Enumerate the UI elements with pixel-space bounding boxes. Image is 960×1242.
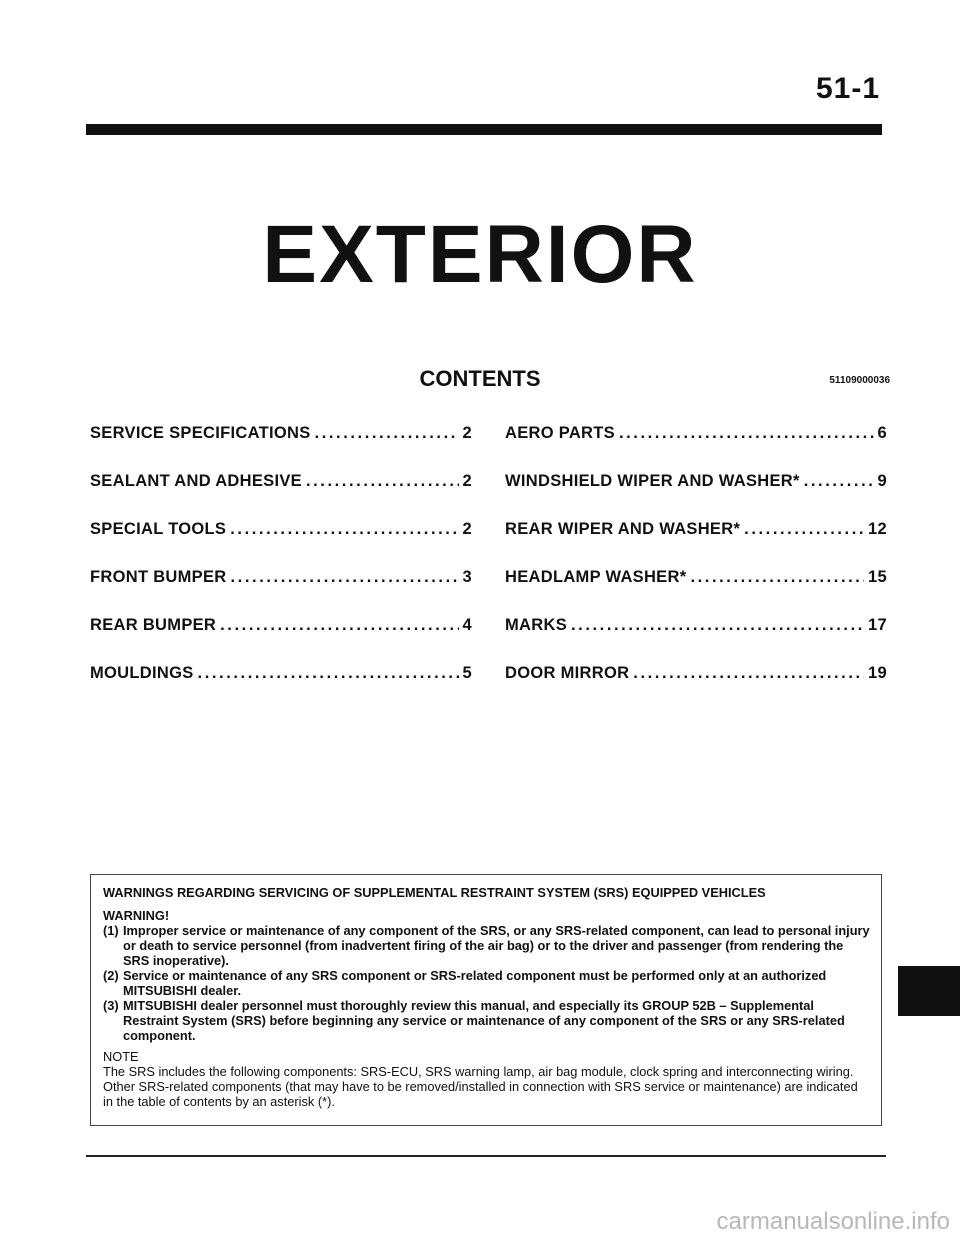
document-code: 51109000036	[829, 375, 890, 386]
warning-item-number: (2)	[103, 968, 119, 983]
warning-item-text: MITSUBISHI dealer personnel must thoroughly review this manual, and especially its GROUP 52B – Supplemental Restraint System (SRS) before beginning any service or maintenance of any component of the SRS or any SRS-related component.	[123, 998, 845, 1043]
note-text: The SRS includes the following components: SRS-ECU, SRS warning lamp, air bag module, clock spring and interconnecting wiring. Other SRS-related components (that may have to be removed/installed in connection with SRS service or maintenance) are indicated in the table of contents by an asterisk (*).	[103, 1064, 858, 1109]
toc-entry-page: 2	[462, 424, 472, 442]
toc-entry-name: SPECIAL TOOLS	[90, 520, 227, 538]
page-title: EXTERIOR	[262, 209, 698, 300]
toc-entry-name: MOULDINGS	[90, 664, 194, 682]
toc-leader-dots	[198, 664, 459, 683]
toc-entry-name: REAR BUMPER	[90, 616, 217, 634]
toc-entry-page: 15	[868, 568, 887, 586]
toc-entry-page: 9	[877, 472, 887, 490]
toc-leader-dots	[804, 472, 874, 491]
toc-entry-name: WINDSHIELD WIPER AND WASHER*	[505, 472, 800, 490]
contents-heading: CONTENTS	[419, 366, 541, 391]
toc-entry-name: REAR WIPER AND WASHER*	[505, 520, 741, 538]
page-number: 51-1	[815, 72, 880, 105]
toc-right-column	[505, 424, 887, 712]
warning-label: WARNING!	[103, 908, 170, 923]
toc-entry-marks[interactable]	[505, 616, 887, 639]
toc-entry-page: 4	[462, 616, 472, 634]
toc-entry-name: SEALANT AND ADHESIVE	[90, 472, 302, 490]
toc-entry-page: 2	[462, 472, 472, 490]
toc-leader-dots	[690, 568, 864, 587]
toc-entry-name: SERVICE SPECIFICATIONS	[90, 424, 311, 442]
toc-entry-name: MARKS	[505, 616, 567, 634]
warning-box-heading: WARNINGS REGARDING SERVICING OF SUPPLEMENTAL RESTRAINT SYSTEM (SRS) EQUIPPED VEHICLES	[103, 885, 766, 900]
toc-leader-dots	[306, 472, 459, 491]
warning-item	[103, 923, 871, 968]
srs-warning-box	[90, 874, 882, 1126]
toc-entry-sealant-and-adhesive[interactable]	[90, 472, 472, 495]
toc-entry-name: AERO PARTS	[505, 424, 615, 442]
watermark: carmanualsonline.info	[716, 1208, 950, 1235]
warning-item	[103, 998, 871, 1043]
toc-leader-dots	[633, 664, 864, 683]
toc-entry-page: 3	[462, 568, 472, 586]
toc-leader-dots	[744, 520, 864, 539]
toc-entry-mouldings[interactable]	[90, 664, 472, 687]
toc-leader-dots	[619, 424, 874, 443]
bottom-rule	[86, 1155, 886, 1157]
toc-entry-rear-bumper[interactable]	[90, 616, 472, 639]
toc-entry-page: 12	[868, 520, 887, 538]
toc-entry-name: HEADLAMP WASHER*	[505, 568, 687, 586]
toc-entry-page: 5	[462, 664, 472, 682]
toc-leader-dots	[220, 616, 458, 635]
toc-entry-door-mirror[interactable]	[505, 664, 887, 687]
warning-item-number: (3)	[103, 998, 119, 1013]
toc-entry-page: 6	[877, 424, 887, 442]
toc-leader-dots	[315, 424, 459, 443]
toc-entry-page: 19	[868, 664, 887, 682]
toc-entry-name: DOOR MIRROR	[505, 664, 630, 682]
warning-item-text: Service or maintenance of any SRS component or SRS-related component must be performed only at an authorized MITSUBISHI dealer.	[123, 968, 827, 998]
toc-leader-dots	[571, 616, 864, 635]
toc-entry-page: 17	[868, 616, 887, 634]
note-label: NOTE	[103, 1049, 139, 1064]
warning-item-number: (1)	[103, 923, 119, 938]
toc-entry-name: FRONT BUMPER	[90, 568, 227, 586]
toc-leader-dots	[230, 520, 458, 539]
toc-leader-dots	[231, 568, 459, 587]
top-rule	[86, 124, 882, 135]
toc-entry-special-tools[interactable]	[90, 520, 472, 543]
toc-entry-service-specifications[interactable]	[90, 424, 472, 447]
section-thumb-tab	[898, 966, 960, 1016]
toc-entry-page: 2	[462, 520, 472, 538]
warning-item	[103, 968, 871, 998]
toc-left-column	[90, 424, 472, 712]
toc-entry-aero-parts[interactable]	[505, 424, 887, 447]
toc-entry-rear-wiper-and-washer[interactable]	[505, 520, 887, 543]
toc-entry-windshield-wiper-and-washer[interactable]	[505, 472, 887, 495]
toc-entry-headlamp-washer[interactable]	[505, 568, 887, 591]
toc-entry-front-bumper[interactable]	[90, 568, 472, 591]
warning-item-text: Improper service or maintenance of any component of the SRS, or any SRS-related component, can lead to personal injury or death to service personnel (from inadvertent firing of the air bag) or to the driver and passenger (from rendering the SRS inoperative).	[123, 923, 870, 968]
